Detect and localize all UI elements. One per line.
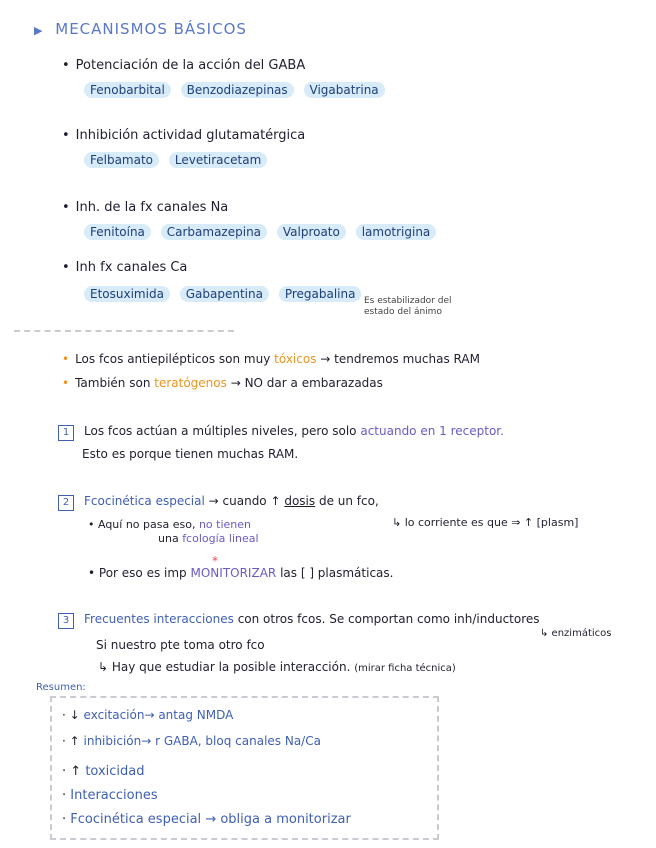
note-teratogens: • También son teratógenos → NO dar a embarazadas: [62, 376, 383, 390]
number-box: 3: [58, 613, 74, 629]
point-2-sub1-cont: una fcología lineal: [158, 532, 259, 545]
asterisk-icon: *: [212, 554, 218, 568]
drug-chip: Valproato: [277, 224, 346, 240]
resumen-item: · ↑ inhibición→ r GABA, bloq canales Na/Ca: [62, 734, 321, 748]
point-3-line2: Si nuestro pte toma otro fco: [96, 638, 265, 652]
pregabalina-note: Es estabilizador del estado del ánimo: [364, 296, 452, 317]
mechanism-glut-title: • Inhibición actividad glutamatérgica: [62, 128, 306, 143]
drug-chip: Fenobarbital: [84, 82, 171, 98]
mechanism-ca-drugs: [84, 286, 367, 302]
number-box: 1: [58, 425, 74, 441]
point-1-line2: Esto es porque tienen muchas RAM.: [82, 447, 299, 461]
triangle-marker-icon: ▶: [34, 24, 44, 37]
mechanism-na-title: • Inh. de la fx canales Na: [62, 200, 229, 215]
resumen-item: · ↑ toxicidad: [62, 764, 145, 779]
drug-chip: Benzodiazepinas: [181, 82, 294, 98]
point-1: 1 Los fcos actúan a múltiples niveles, pero solo actuando en 1 receptor.: [58, 424, 504, 441]
mechanism-ca-title: • Inh fx canales Ca: [62, 260, 188, 275]
section-title: MECANISMOS BÁSICOS: [55, 20, 247, 38]
drug-chip: Carbamazepina: [161, 224, 267, 240]
point-3: 3 Frecuentes interacciones con otros fcos. Se comportan como inh/inductores: [58, 612, 540, 629]
resumen-label: Resumen:: [36, 682, 86, 693]
number-box: 2: [58, 495, 74, 511]
mechanism-na-drugs: [84, 224, 442, 240]
point-2: 2 Fcocinética especial → cuando ↑ dosis de un fco,: [58, 494, 379, 511]
mechanism-gaba-title: • Potenciación de la acción del GABA: [62, 58, 306, 73]
drug-chip: Fenitoína: [84, 224, 151, 240]
point-3-enzimaticos: ↳ enzimáticos: [540, 628, 612, 639]
resumen-item: · Fcocinética especial → obliga a monitorizar: [62, 812, 351, 827]
drug-chip: Felbamato: [84, 152, 159, 168]
point-3-line3: ↳ Hay que estudiar la posible interacción. (mirar ficha técnica): [98, 660, 456, 674]
resumen-item: · ↓ excitación→ antag NMDA: [62, 708, 234, 722]
drug-chip: Levetiracetam: [169, 152, 267, 168]
drug-chip: lamotrigina: [356, 224, 437, 240]
mechanism-gaba-drugs: [84, 82, 391, 98]
drug-chip: Pregabalina: [279, 286, 362, 302]
point-2-sub2: • Por eso es imp MONITORIZAR las [ ] plasmáticas.: [88, 566, 394, 580]
note-toxicity: • Los fcos antiepilépticos son muy tóxicos → tendremos muchas RAM: [62, 352, 480, 366]
section-header: [34, 20, 247, 38]
mechanism-glut-drugs: [84, 152, 273, 168]
drug-chip: Gabapentina: [180, 286, 269, 302]
drug-chip: Etosuximida: [84, 286, 170, 302]
dashed-divider: [14, 330, 234, 332]
point-2-sub1: • Aquí no pasa eso, no tienen: [88, 518, 251, 531]
resumen-item: · Interacciones: [62, 788, 158, 803]
point-2-right-note: ↳ lo corriente es que ⇒ ↑ [plasm]: [392, 516, 579, 529]
drug-chip: Vigabatrina: [304, 82, 385, 98]
